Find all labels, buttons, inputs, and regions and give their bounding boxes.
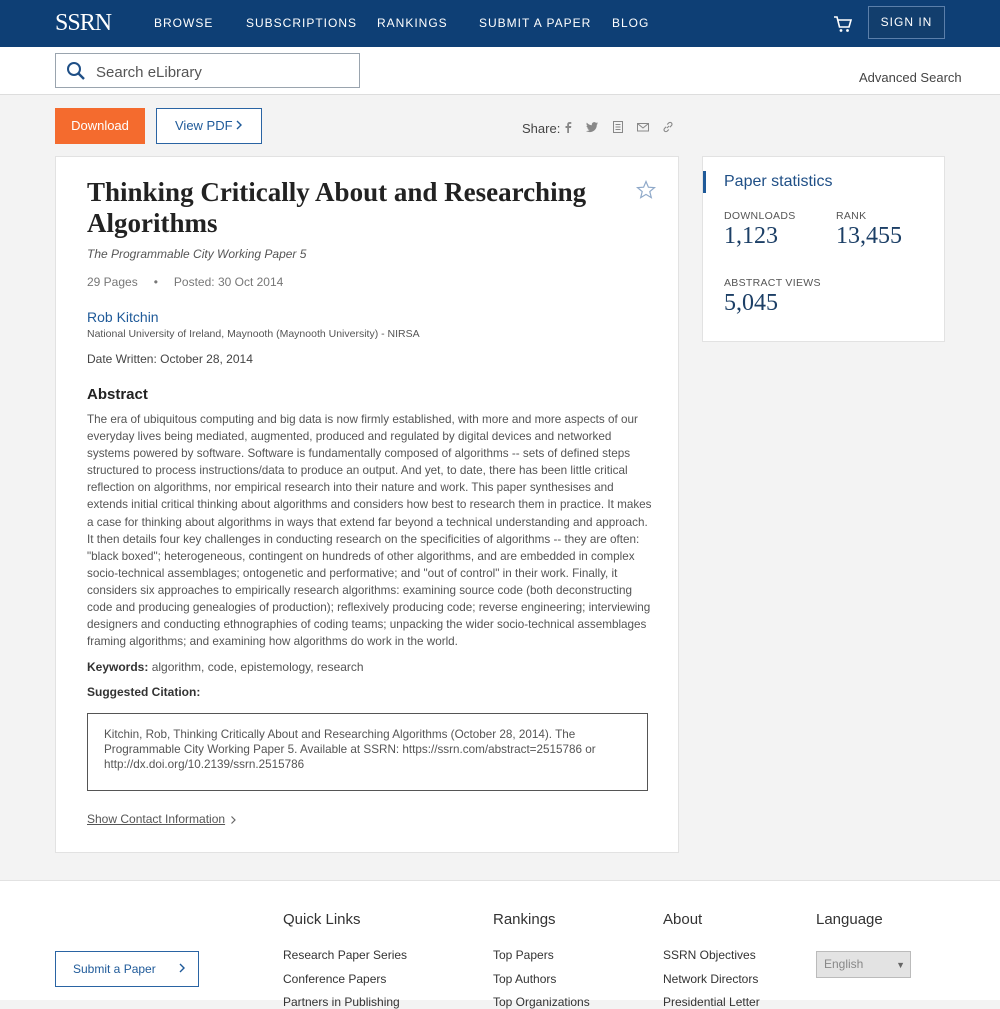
meta-separator: • xyxy=(153,275,158,289)
rank-label: RANK xyxy=(836,210,867,222)
submit-paper-label: Submit a Paper xyxy=(73,962,156,976)
advanced-search-link[interactable]: Advanced Search xyxy=(859,70,962,85)
language-heading: Language xyxy=(816,911,883,928)
footer-link-top-organizations[interactable]: Top Organizations xyxy=(493,995,590,1009)
author-affiliation: National University of Ireland, Maynooth (Maynooth University) - NIRSA xyxy=(87,328,420,340)
page-count: 29 Pages xyxy=(87,275,138,289)
keywords-value: algorithm, code, epistemology, research xyxy=(151,660,364,674)
footer xyxy=(0,880,1000,1009)
search-bar xyxy=(0,47,1000,95)
posted-date: Posted: 30 Oct 2014 xyxy=(173,275,284,289)
about-heading: About xyxy=(663,911,703,928)
language-selected: English xyxy=(824,957,864,971)
citation-box[interactable]: Kitchin, Rob, Thinking Critically About and Researching Algorithms (October 28, 2014). The Programmable City Working Paper 5. Available at SSRN: https://ssrn.com/abstract=2515786 or http://dx.doi.org/10.2139/ssrn.2515786 xyxy=(87,713,648,791)
paper-meta xyxy=(87,275,283,289)
document-share-icon[interactable] xyxy=(612,121,624,133)
downloads-label: DOWNLOADS xyxy=(724,210,796,222)
paper-title: Thinking Critically About and Researching Algorithms xyxy=(87,177,587,238)
paper-statistics xyxy=(702,156,945,342)
citation-heading: Suggested Citation: xyxy=(87,685,201,699)
star-icon[interactable] xyxy=(636,180,656,200)
paper-series: The Programmable City Working Paper 5 xyxy=(87,247,307,261)
chevron-right-icon xyxy=(235,121,243,129)
stats-accent-bar xyxy=(703,171,706,193)
footer-link-ssrn-objectives[interactable]: SSRN Objectives xyxy=(663,948,756,962)
view-pdf-button[interactable] xyxy=(156,108,262,144)
cart-icon[interactable] xyxy=(833,15,853,33)
show-contact-link[interactable]: Show Contact Information xyxy=(87,812,226,826)
paper-card xyxy=(55,156,679,853)
search-icon[interactable] xyxy=(66,61,86,81)
facebook-icon[interactable] xyxy=(562,121,574,133)
dropdown-arrow-icon: ▼ xyxy=(896,960,905,970)
search-box[interactable] xyxy=(55,53,360,88)
nav-subscriptions[interactable]: SUBSCRIPTIONS xyxy=(246,16,358,30)
downloads-value: 1,123 xyxy=(724,223,778,249)
abstract-text: The era of ubiquitous computing and big data is now firmly established, with more and more aspects of our everyday lives being mediated, augmented, produced and regulated by digital devices and networked systems powered by software. Software is fundamentally composed of algorithms -- sets of defined steps structured to process instructions/data to produce an output. And yet, to date, there has been little critical reflection on algorithms, nor empirical research into their nature and work. This paper synthesises and extends initial critical thinking about algorithms and considers how best to research them in practice. It makes a case for thinking about algorithms in ways that extend far beyond a technical understanding and approach. It then details four key challenges in conducting research on the specificities of algorithms -- they are often: "black boxed"; heterogeneous, contingent on hundreds of other algorithms, and are embedded in complex socio-technical assemblages; ontogenetic and performative; and "out of control" in their work. Finally, it considers six approaches to empirically research algorithms: examining source code (both deconstructing code and producing genealogies of production); reflexively producing code; reverse engineering; interviewing designers and conducting ethnographies of coding teams; unpacking the wider socio-technical assemblages framing algorithms; and examining how algorithms do work in the world. xyxy=(87,413,652,649)
keywords-label: Keywords: xyxy=(87,660,149,674)
email-icon[interactable] xyxy=(637,121,649,133)
download-button[interactable]: Download xyxy=(55,108,145,144)
search-input[interactable] xyxy=(96,62,351,82)
quick-links-heading: Quick Links xyxy=(283,911,361,928)
keywords xyxy=(87,660,364,674)
twitter-icon[interactable] xyxy=(586,121,598,133)
nav-submit-paper[interactable]: SUBMIT A PAPER xyxy=(479,16,592,30)
stats-heading: Paper statistics xyxy=(724,173,833,190)
footer-link-research-paper-series[interactable]: Research Paper Series xyxy=(283,948,408,962)
abstract-heading: Abstract xyxy=(87,386,148,403)
footer-link-top-authors[interactable]: Top Authors xyxy=(493,972,557,986)
footer-link-partners-in-publishing[interactable]: Partners in Publishing xyxy=(283,995,400,1009)
view-pdf-label: View PDF xyxy=(175,118,233,133)
rank-value: 13,455 xyxy=(836,223,902,249)
link-icon[interactable] xyxy=(662,121,674,133)
abstract-views-label: ABSTRACT VIEWS xyxy=(724,277,821,289)
abstract-views-value: 5,045 xyxy=(724,290,778,316)
nav-browse[interactable]: BROWSE xyxy=(154,16,214,30)
sign-in-button[interactable]: SIGN IN xyxy=(868,6,945,39)
date-written: Date Written: October 28, 2014 xyxy=(87,352,253,366)
author-link[interactable]: Rob Kitchin xyxy=(87,309,159,325)
footer-link-conference-papers[interactable]: Conference Papers xyxy=(283,972,387,986)
footer-link-network-directors[interactable]: Network Directors xyxy=(663,972,759,986)
footer-link-presidential-letter[interactable]: Presidential Letter xyxy=(663,995,760,1009)
footer-link-top-papers[interactable]: Top Papers xyxy=(493,948,554,962)
chevron-right-icon xyxy=(230,816,237,824)
rankings-heading: Rankings xyxy=(493,911,556,928)
ssrn-logo[interactable]: SSRN xyxy=(55,10,112,36)
top-nav xyxy=(0,0,1000,47)
language-select[interactable] xyxy=(816,951,911,978)
share-label: Share: xyxy=(522,121,561,136)
nav-blog[interactable]: BLOG xyxy=(612,16,650,30)
nav-rankings[interactable]: RANKINGS xyxy=(377,16,448,30)
submit-paper-button[interactable] xyxy=(55,951,199,987)
chevron-right-icon xyxy=(178,964,186,972)
